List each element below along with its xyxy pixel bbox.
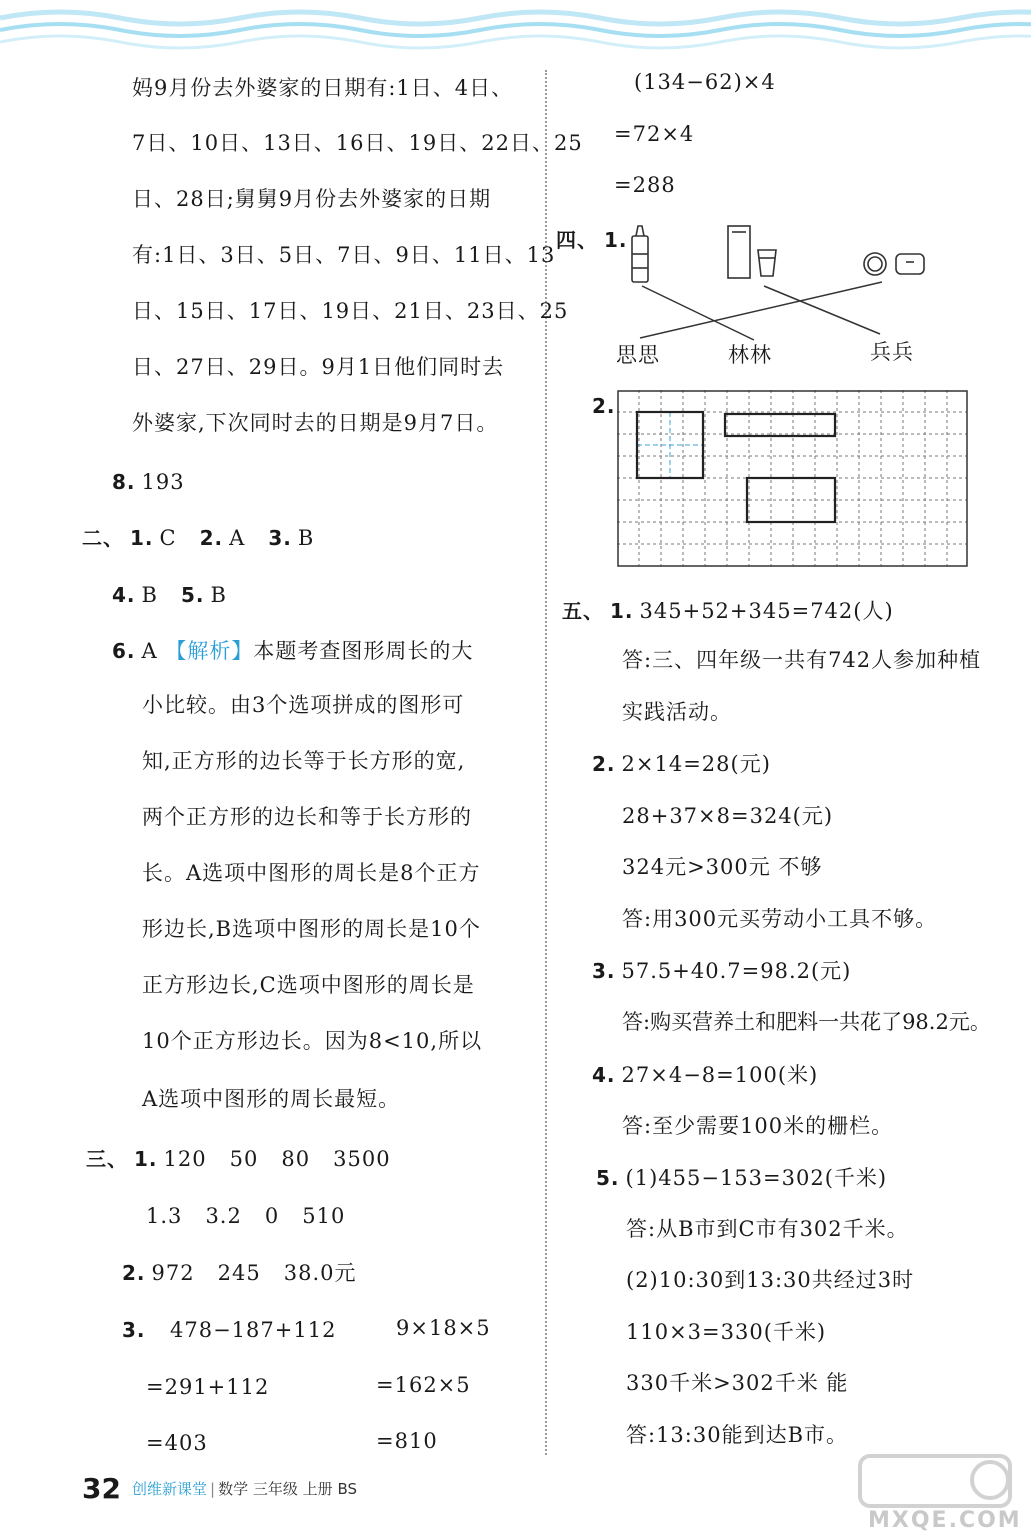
q-number: 5. [180,583,205,607]
q-number: 5. [596,1166,620,1190]
volume: 上册 [302,1480,333,1498]
answer-line: 27×4−8=100(米) [621,1063,819,1087]
calc-b-line: =162×5 [376,1373,471,1397]
q-number: 1. [130,526,154,550]
q6-first-line [112,636,473,666]
answer-line: (1)455−153=302(千米) [625,1166,888,1190]
answer-line: 345+52+345=742(人) [639,599,894,623]
calc-b-line: 9×18×5 [396,1316,491,1340]
q-answer: A [229,526,246,550]
answer-line: 答:用300元买劳动小工具不够。 [622,907,938,931]
p1-line: 日、15日、17日、19日、21日、23日、25 [132,299,569,323]
q8-number: 8. [112,470,136,494]
section-3-q1-row1 [86,1144,391,1174]
footer-info: 创维新课堂 | 数学 三年级 上册 BS [132,1480,358,1498]
answer-line: (2)10:30到13:30共经过3时 [626,1268,915,1292]
q6-line: 知,正方形的边长等于长方形的宽, [142,749,466,773]
answer-line: 28+37×8=324(元) [622,804,834,828]
value: 1.3 [146,1204,183,1228]
p1-line: 外婆家,下次同时去的日期是9月7日。 [132,411,499,435]
watermark-text: MXQE.COM [868,1508,1022,1533]
p1-line: 有:1日、3日、5日、7日、9日、11日、13 [132,243,556,267]
q-number: 3. [122,1318,146,1342]
grid-drawing [617,390,969,568]
q-number: 2. [592,752,616,776]
s5-q3-line [592,956,851,986]
q-number: 4. [112,583,136,607]
s5-q1-line [562,596,894,626]
q-answer: B [297,526,315,550]
q-number: 2. [122,1261,146,1285]
tall-box-cup-icon [728,226,776,278]
q-number: 1. [610,599,634,623]
section-5-label: 五、 [562,599,604,623]
calc-b-line: =810 [376,1429,438,1453]
calc-a-line: 478−187+112 [170,1318,337,1342]
subject: 数学 [218,1480,249,1498]
section-3-label: 三、 [86,1147,128,1171]
q-number: 2. [199,526,224,550]
value: 120 [163,1147,207,1171]
q6-number: 6. [112,639,136,663]
answer-line: 57.5+40.7=98.2(元) [621,959,852,983]
answer-line: 答:三、四年级一共有742人参加种植 [622,648,982,672]
calc-line: =288 [614,173,676,197]
drawn-thin-rectangle [725,414,835,436]
edition: BS [337,1480,358,1498]
q6-line: A选项中图形的周长最短。 [142,1087,401,1111]
p1-line: 日、27日、29日。9月1日他们同时去 [132,355,505,379]
calc-line: (134−62)×4 [634,70,776,94]
header-wave-decoration [0,0,1031,60]
value: 3.2 [205,1204,242,1228]
answer-line: 答:至少需要100米的栅栏。 [622,1114,894,1138]
answer-line: 330千米>302千米 能 [626,1371,849,1395]
calc-a-line: =403 [146,1431,208,1455]
q6-text: 本题考查图形周长的大 [253,639,474,663]
q8-answer [112,467,185,497]
q6-line: 10个正方形边长。因为8<10,所以 [142,1029,483,1053]
calc-line: =72×4 [614,122,695,146]
p1-line: 日、28日;舅舅9月份去外婆家的日期 [132,187,492,211]
analysis-tag: 【解析】 [165,639,254,663]
value: 50 [229,1147,259,1171]
section-3-q1-row2 [146,1201,345,1231]
q-number: 3. [268,526,292,550]
value: 80 [281,1147,311,1171]
q6-answer: A [141,639,158,663]
q-number: 3. [592,959,616,983]
column-divider [545,70,547,1455]
square-midlines [637,412,703,478]
value: 0 [264,1204,280,1228]
value: 972 [151,1261,195,1285]
p1-line: 妈9月份去外婆家的日期有:1日、4日、 [132,76,514,100]
q6-line: 正方形边长,C选项中图形的周长是 [142,973,475,997]
page-number: 32 [82,1472,121,1505]
answer-line: 实践活动。 [622,700,732,724]
answer-line: 324元>300元 不够 [622,855,823,879]
q-answer: C [159,526,177,550]
answer-line: 答:13:30能到达B市。 [626,1423,849,1447]
q-answer: B [141,583,158,607]
bottle-cups-icon [632,226,648,282]
q-number: 4. [592,1063,616,1087]
section-3-q3-row1 [122,1315,152,1345]
plate-lunchbox-icon [864,253,924,275]
section-2-line-1 [82,523,314,553]
value: 510 [302,1204,346,1228]
q-number: 1. [604,228,628,252]
answer-line: 110×3=330(千米) [626,1320,827,1344]
p1-line: 7日、10日、13日、16日、19日、22日、25 [132,131,583,155]
q6-line: 形边长,B选项中图形的周长是10个 [142,917,481,941]
section-2-label: 二、 [82,526,124,550]
name-label: 兵兵 [870,340,914,364]
name-label: 林林 [728,343,772,367]
q6-line: 小比较。由3个选项拼成的图形可 [142,693,465,717]
answer-line: 答:从B市到C市有302千米。 [626,1217,909,1241]
q6-line: 两个正方形的边长和等于长方形的 [142,805,472,829]
answer-line: 2×14=28(元) [621,752,771,776]
section-3-q2 [122,1258,357,1288]
q-number: 1. [134,1147,158,1171]
brand-name: 创维新课堂 [132,1480,208,1498]
value: 3500 [333,1147,391,1171]
answer-line: 答:购买营养土和肥料一共花了98.2元。 [622,1010,991,1034]
section-4-label: 四、 [556,228,598,252]
q6-line: 长。A选项中图形的周长是8个正方 [142,861,481,885]
value: 245 [217,1261,261,1285]
s5-q5-line [596,1163,887,1193]
q-answer: B [210,583,227,607]
s5-q2-line [592,749,771,779]
s5-q4-line [592,1060,818,1090]
calc-a-line: =291+112 [146,1375,270,1399]
grade: 三年级 [252,1480,298,1498]
q-number: 2. [592,394,616,418]
name-label: 思思 [616,343,660,367]
q8-text: 193 [141,470,185,494]
section-2-line-2 [112,580,227,610]
value: 38.0元 [283,1261,357,1285]
